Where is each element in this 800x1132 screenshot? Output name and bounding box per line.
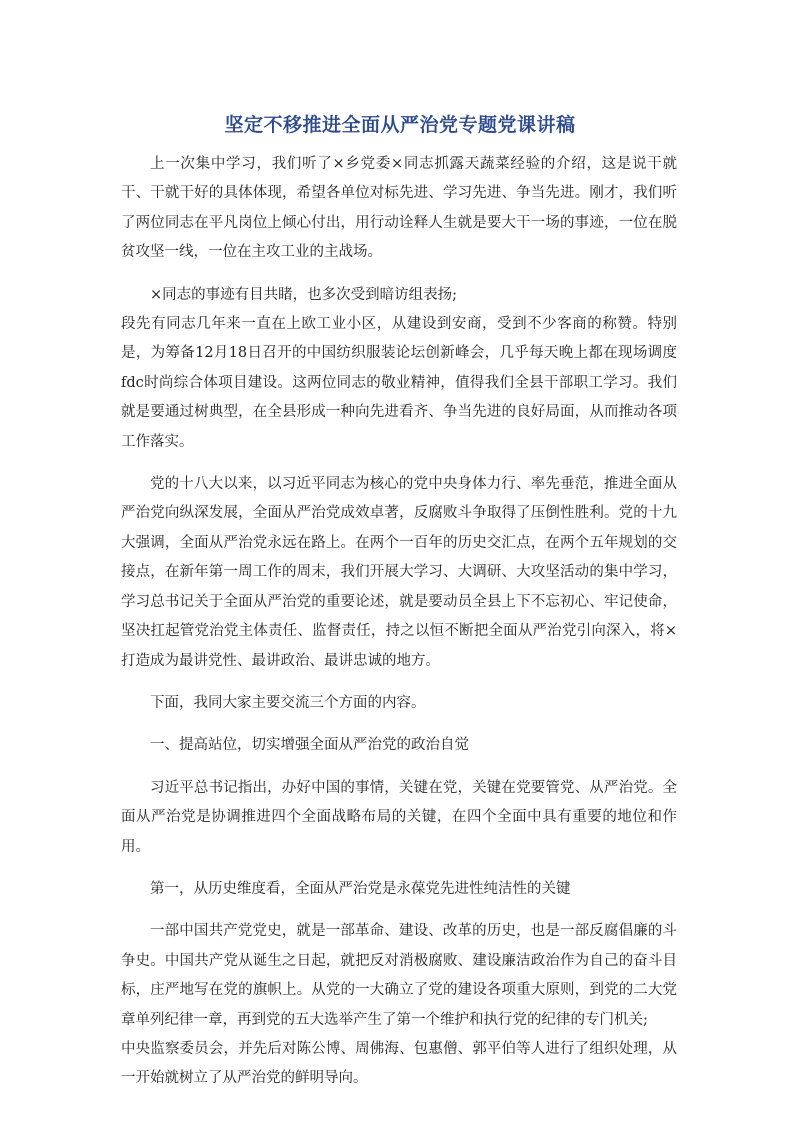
section-heading-1: 一、提高站位，切实增强全面从严治党的政治自觉 — [150, 737, 469, 754]
paragraph-background: 党的十八大以来，以习近平同志为核心的党中央身体力行、率先垂范，推进全面从严治党向纵深发展，全面从严治党成效卓著，反腐败斗争取得了压倒性胜利。党的十九大强调，全面从严治党永远在路上。在两个一百年的历史交汇点，在两个五年规划的交接点，在新年第一周工作的周末，我们开展大学习、大调研、大攻坚活动的集中学习，学习总书记关于全面从严治党的重要论述，就是要动员全县上下不忘初心、牢记使命，坚决扛起管党治党主体责任、监督责任，持之以恒不断把全面从严治党引向深入，将×打造成为最讲党性、最讲政治、最讲忠诚的地方。 — [121, 476, 677, 669]
paragraph-party-history: 一部中国共产党党史，就是一部革命、建设、改革的历史，也是一部反腐倡廉的斗争史。中国共产党从诞生之日起，就把反对消极腐败、建设廉洁政治作为自己的奋斗目标，庄严地写在党的旗帜上。从党的一大确立了党的建设各项重大原则，到党的二大党章单列纪律一章，再到党的五大选举产生了第一个维护和执行党的纪律的专门机关; — [121, 923, 677, 1028]
document-title: 坚定不移推进全面从严治党专题党课讲稿 — [224, 114, 576, 136]
subheading-history: 第一，从历史维度看，全面从严治党是永葆党先进性纯洁性的关键 — [150, 880, 571, 897]
paragraph-commission: 中央监察委员会，并先后对陈公博、周佛海、包惠僧、郭平伯等人进行了组织处理，从一开始就树立了从严治党的鲜明导向。 — [121, 1040, 677, 1087]
document-body — [121, 150, 677, 1107]
paragraph-praise: ×同志的事迹有目共睹，也多次受到暗访组表扬; — [150, 286, 458, 303]
paragraph-intro: 上一次集中学习，我们听了×乡党委×同志抓露天蔬菜经验的介绍，这是说干就干、干就干好的具体体现，希望各单位对标先进、学习先进、争当先进。刚才，我们听了两位同志在平凡岗位上倾心付出，用行动诠释人生就是要大干一场的事迹，一位在脱贫攻坚一线，一位在主攻工业的主战场。 — [121, 156, 677, 261]
paragraph-outline: 下面，我同大家主要交流三个方面的内容。 — [150, 694, 426, 711]
paragraph-xi-quote: 习近平总书记指出，办好中国的事情，关键在党，关键在党要管党、从严治党。全面从严治党是协调推进四个全面战略布局的关键，在四个全面中具有重要的地位和作用。 — [121, 779, 677, 855]
paragraph-example: 段先有同志几年来一直在上欧工业小区，从建设到安商，受到不少客商的称赞。特别是，为筹备12月18日召开的中国纺织服装论坛创新峰会，几乎每天晚上都在现场调度fdc时尚综合体项目建设。这两位同志的敬业精神，值得我们全县干部职工学习。我们就是要通过树典型，在全县形成一种向先进看齐、争当先进的良好局面，从而推动各项工作落实。 — [121, 316, 677, 450]
